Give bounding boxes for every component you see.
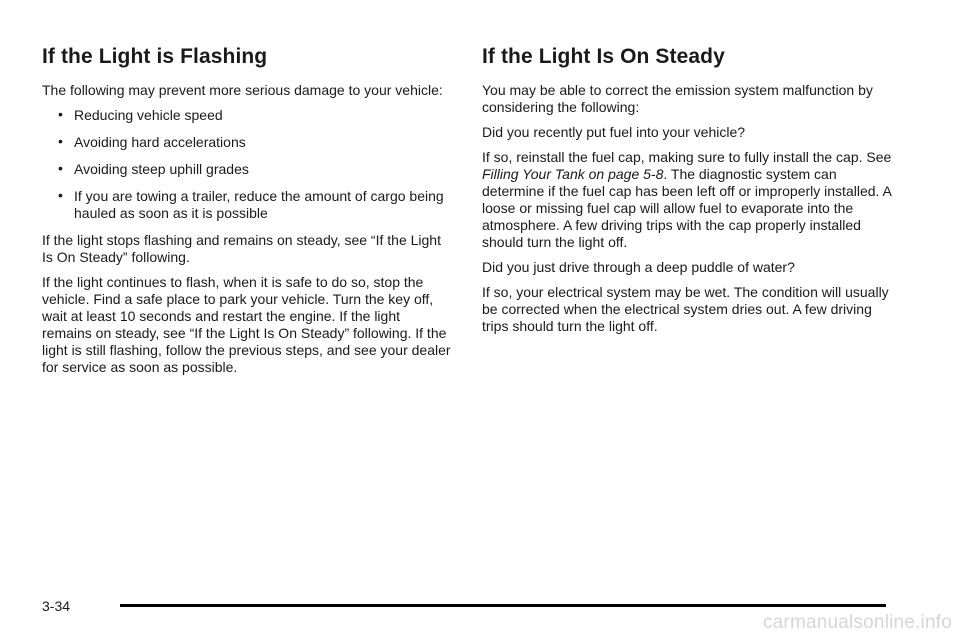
- flashing-heading: If the Light is Flashing: [42, 45, 268, 68]
- page-number: 3-34: [42, 598, 71, 614]
- right-column: [482, 44, 892, 343]
- steady-electrical-paragraph: If so, your electrical system may be wet. The condition will usually be corrected when the electrical system dries out. A few driving trips should turn the light off.: [482, 284, 889, 334]
- list-item: [42, 188, 452, 222]
- footer-divider: [120, 604, 886, 607]
- flashing-paragraph-continue: If the light continues to flash, when it is safe to do so, stop the vehicle. Find a safe place to park your vehicle. Turn the key off, wait at least 10 seconds and restart the engine. If the light remains on steady, see “If the Light Is On Steady” following. If the light is still flashing, follow the previous steps, and see your dealer for service as soon as possible.: [42, 274, 451, 375]
- steady-fuel-cap-paragraph: [482, 149, 892, 251]
- list-item-text: If you are towing a trailer, reduce the amount of cargo being hauled as soon as it is possible: [74, 188, 444, 221]
- list-item-text: Avoiding hard accelerations: [74, 134, 246, 150]
- filling-tank-reference: Filling Your Tank on page 5-8: [482, 166, 664, 182]
- steady-question-fuel: Did you recently put fuel into your vehicle?: [482, 124, 746, 140]
- flashing-paragraph-stop: If the light stops flashing and remains on steady, see “If the Light Is On Steady” following.: [42, 232, 441, 265]
- list-item-text: Reducing vehicle speed: [74, 107, 223, 123]
- flashing-intro: The following may prevent more serious damage to your vehicle:: [42, 82, 443, 98]
- bullet-icon: •: [58, 133, 63, 149]
- steady-heading: If the Light Is On Steady: [482, 45, 725, 68]
- bullet-icon: •: [58, 187, 63, 203]
- fuel-cap-text-before: If so, reinstall the fuel cap, making sure to fully install the cap. See: [482, 149, 892, 165]
- watermark: carmanualsonline.info: [762, 612, 952, 633]
- list-item: [42, 107, 452, 124]
- fuel-cap-text-after: . The diagnostic system can determine if the fuel cap has been left off or improperly installed. A loose or missing fuel cap will allow fuel to evaporate into the atmosphere. A few driving trips with the cap properly installed should turn the light off.: [482, 166, 892, 250]
- flashing-bullet-list: [42, 107, 452, 222]
- list-item: [42, 161, 452, 178]
- steady-intro: You may be able to correct the emission system malfunction by considering the following:: [482, 82, 873, 115]
- list-item: [42, 134, 452, 151]
- list-item-text: Avoiding steep uphill grades: [74, 161, 249, 177]
- bullet-icon: •: [58, 106, 63, 122]
- left-column: [42, 44, 452, 384]
- bullet-icon: •: [58, 160, 63, 176]
- steady-question-water: Did you just drive through a deep puddle of water?: [482, 259, 795, 275]
